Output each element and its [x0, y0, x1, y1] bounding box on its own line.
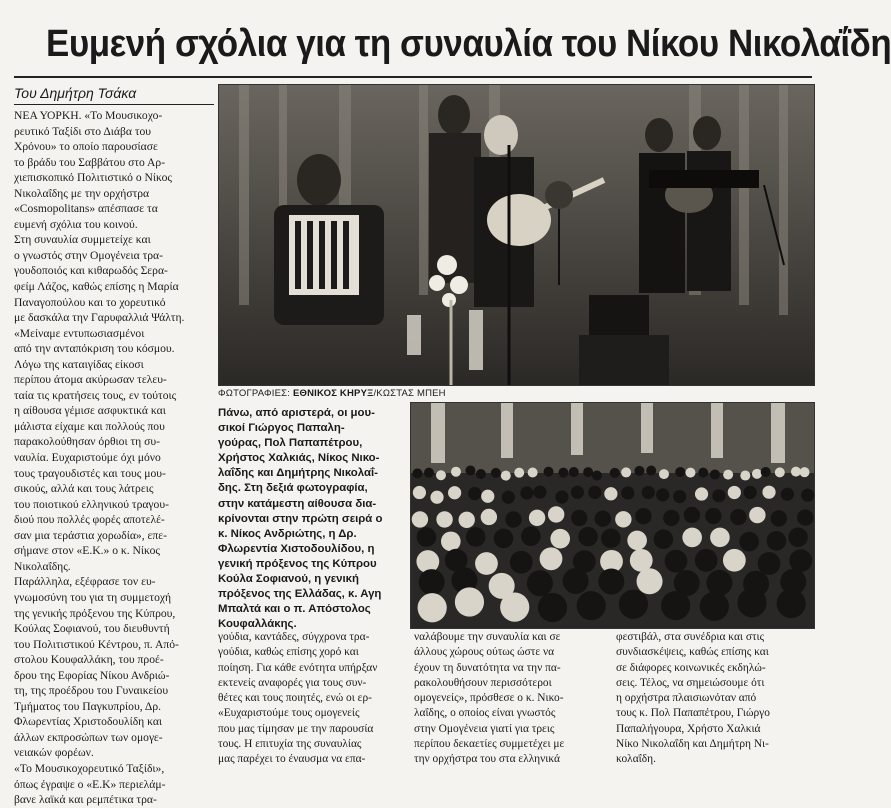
article-headline: Ευμενή σχόλια για τη συναυλία του Νίκου Νικολαΐδη: [46, 23, 891, 65]
article-text-line: άλλους χώρους ούτως ώστε να: [414, 646, 555, 659]
article-text-line: έχουν τη δυνατότητα να την πα-: [414, 661, 561, 674]
article-text-line: «Ευχαριστούμε τους ομογενείς: [218, 707, 360, 720]
bottom-text-column-2: [414, 630, 599, 768]
article-text-line: ταία τις κρατήσεις τους, εν τούτοις: [14, 388, 177, 402]
article-text-line: μάλιστα είχαμε και πολλούς που: [14, 419, 165, 433]
article-byline: Του Δημήτρη Τσάκα: [14, 84, 214, 105]
article-text-line: γουδοποιός και κιθαρωδός Σερα-: [14, 264, 168, 278]
article-text-line: δρου της Εφορίας Νίκου Ανδριώ-: [14, 668, 170, 682]
article-text-line: ναυλία. Ευχαριστούμε όχι μόνο: [14, 451, 161, 465]
article-text-line: Στη συναυλία συμμετείχε και: [14, 233, 151, 247]
article-text-line: χιεπισκοπικό Πολιτιστικό ο Νίκος: [14, 171, 173, 185]
article-text-line: εκτενείς αναφορές για τους συν-: [218, 676, 367, 689]
article-text-line: της γενικής πρόξενου της Κύπρου,: [14, 606, 176, 620]
bottom-text-column-3: [616, 630, 801, 768]
article-text-line: σεις. Τέλος, να σημειώσουμε ότι: [616, 676, 765, 689]
article-text-line: Νίκο Νικολαΐδη και Δημήτρη Νι-: [616, 738, 769, 751]
article-text-line: φεστιβάλ, στα συνέδρια και στις: [616, 631, 765, 643]
article-text-line: «Το Μουσικοχορευτικό Ταξίδι»,: [14, 761, 165, 775]
article-text-line: Κούλας Σοφιανού, του διευθυντή: [14, 622, 170, 636]
article-text-line: Παναγοπούλου και το χορευτικό: [14, 295, 166, 309]
article-text-line: τους. Η επιτυχία της συναυλίας: [218, 738, 362, 751]
article-text-line: Φλωρεντίας Χριστοδουλίδη και: [14, 715, 163, 729]
article-text-line: άλλων εκπροσώπων των ομογε-: [14, 730, 163, 744]
article-text-line: ο γνωστός στην Ομογένεια τρα-: [14, 248, 163, 262]
caption-line: Μπαλτά και ο π. Απόστολος: [218, 603, 371, 616]
article-text-line: τους κ. Πολ Παπαπέτρου, Γιώργο: [616, 707, 770, 720]
article-text-line: ρακολουθήσουν περισσότεροι: [414, 676, 552, 689]
article-text-line: του Πολιτιστικού Κέντρου, π. Από-: [14, 637, 179, 651]
article-text-line: σήμανε στον «Ε.Κ.» ο κ. Νίκος: [14, 544, 161, 558]
article-text-line: νειακών φορέων.: [14, 746, 94, 760]
article-text-line: περίπου δεκαετίες συμμετέχει με: [414, 738, 565, 751]
article-text-line: από την ανταπόκριση του κόσμου.: [14, 342, 175, 356]
article-text-line: που μας τίμησαν με την παρουσία: [218, 722, 374, 735]
caption-line: πρόξενος της Ελλάδας, κ. Αγη: [218, 588, 382, 601]
article-text-line: ρευτικό Ταξίδι στο Διάβα του: [14, 124, 152, 138]
article-text-line: γούδια, καντάδες, σύγχρονα τρα-: [218, 631, 370, 643]
article-text-line: του ποιοτικού ελληνικού τραγου-: [14, 497, 169, 511]
caption-line: Κουφαλλάκης.: [218, 618, 297, 631]
article-text-line: σαν μια τεράστια χορωδία», επε-: [14, 528, 167, 542]
caption-line: σικοί Γιώργος Παπαλη-: [218, 422, 345, 435]
article-text-line: Παράλληλα, εξέφρασε τον ευ-: [14, 575, 156, 589]
photo-credit-author: /ΚΩΣΤΑΣ ΜΠΕΗ: [373, 388, 446, 399]
caption-line: γούρας, Πολ Παπαπέτρου,: [218, 437, 363, 450]
caption-line: λαΐδης και Δημήτρης Νικολαΐ-: [218, 467, 378, 480]
article-text-line: ΝΕΑ ΥΟΡΚΗ. «Το Μουσικοχο-: [14, 109, 163, 122]
left-text-column: [14, 108, 212, 807]
caption-line: στην κατάμεστη αίθουσα δια-: [218, 497, 377, 510]
photo-credit: [218, 388, 813, 400]
article-text-line: Χρόνου» το οποίο παρουσίασε: [14, 140, 158, 154]
caption-line: κ. Νίκος Ανδριώτης, η Δρ.: [218, 527, 357, 540]
audience-photo: [410, 402, 815, 629]
article-text-line: «Cosmopolitans» απέσπασε τα: [14, 202, 158, 216]
bottom-text-column-1: [218, 630, 403, 768]
article-text-line: σικούς, αλλά και τους λάτρεις: [14, 482, 154, 496]
article-text-line: Λόγω της καταιγίδας είκοσι: [14, 357, 144, 371]
article-text-line: «Μείναμε εντυπωσιασμένοι: [14, 326, 145, 340]
article-text-line: θέτες και τους ποιητές, ενώ οι ερ-: [218, 692, 372, 705]
caption-line: Φλωρεντία Χιστοδουλίδου, η: [218, 542, 375, 555]
band-photo: [218, 84, 815, 386]
article-text-line: όπως έγραψε ο «Ε.Κ» περιελάμ-: [14, 777, 166, 791]
article-text-line: τους τραγουδιστές και τους μου-: [14, 466, 166, 480]
article-text-line: το βράδυ του Σαββάτου στο Αρ-: [14, 155, 166, 169]
caption-line: κρίνονται στην πρώτη σειρά ο: [218, 512, 383, 525]
article-text-line: Παπαλήγουρα, Χρήστο Χαλκιά: [616, 722, 761, 735]
article-text-line: γνωμοσύνη του για τη συμμετοχή: [14, 590, 172, 604]
article-text-line: Νικολαΐδης.: [14, 559, 71, 573]
article-text-line: ποίηση. Για κάθε ενότητα υπήρξαν: [218, 661, 378, 674]
article-text-line: Νικολαΐδης με την ορχήστρα: [14, 186, 150, 200]
photo-caption: [218, 406, 408, 632]
article-text-line: η αίθουσα γέμισε ασφυκτικά και: [14, 404, 166, 418]
article-text-line: βανε λαϊκά και ρεμπέτικα τρα-: [14, 793, 157, 807]
article-text-line: ευμενή σχόλια του κοινού.: [14, 217, 138, 231]
article-text-line: σε διάφορες κοινωνικές εκδηλώ-: [616, 661, 766, 674]
article-text-line: ναλάβουμε την συναυλία και σε: [414, 631, 561, 643]
article-text-line: κολαΐδη.: [616, 753, 656, 766]
article-text-line: ομογενείς», πρόσθεσε ο κ. Νικο-: [414, 692, 564, 705]
photo-credit-label: ΦΩΤΟΓΡΑΦΙΕΣ:: [218, 388, 291, 399]
headline-rule: [14, 76, 812, 78]
caption-line: δης. Στη δεξιά φωτογραφία,: [218, 482, 368, 495]
caption-line: Πάνω, από αριστερά, οι μου-: [218, 407, 375, 419]
caption-line: Κούλα Σοφιανού, η γενική: [218, 573, 359, 586]
article-text-line: την ορχήστρα του στα ελληνικά: [414, 753, 560, 766]
caption-line: Χρήστος Χαλκιάς, Νίκος Νικο-: [218, 452, 380, 465]
article-text-line: συνδιασκέψεις, καθώς επίσης και: [616, 646, 769, 659]
article-text-line: γούδια, καθώς επίσης χορό και: [218, 646, 359, 659]
photo-credit-org: ΕΘΝΙΚΟΣ ΚΗΡΥΞ: [292, 388, 374, 399]
article-text-line: λαΐδης, ο οποίος είναι γνωστός: [414, 707, 556, 720]
article-text-line: περίπου άτομα ακύρωσαν τελευ-: [14, 373, 167, 387]
article-text-line: τη, της προέδρου του Γυναικείου: [14, 684, 169, 698]
article-text-line: στολου Κουφαλλάκη, του προέ-: [14, 653, 164, 667]
article-text-line: μας παρέχει το έναυσμα να επα-: [218, 753, 366, 766]
article-text-line: παρακολούθησαν όρθιοι τη συ-: [14, 435, 160, 449]
article-text-line: φείμ Λάζος, καθώς επίσης η Μαρία: [14, 280, 179, 294]
caption-line: γενική πρόξενος της Κύπρου: [218, 557, 377, 570]
article-text-line: Τμήματος του Παγκυπρίου, Δρ.: [14, 699, 162, 713]
article-text-line: η ορχήστρα πλαισιωνόταν από: [616, 692, 757, 705]
article-text-line: με δασκάλα την Γαρυφαλλιά Ψάλτη.: [14, 311, 185, 325]
article-text-line: στην Ομογένεια γιατί για τρεις: [414, 722, 555, 735]
article-text-line: διού που πολλές φορές αποτελέ-: [14, 513, 165, 527]
